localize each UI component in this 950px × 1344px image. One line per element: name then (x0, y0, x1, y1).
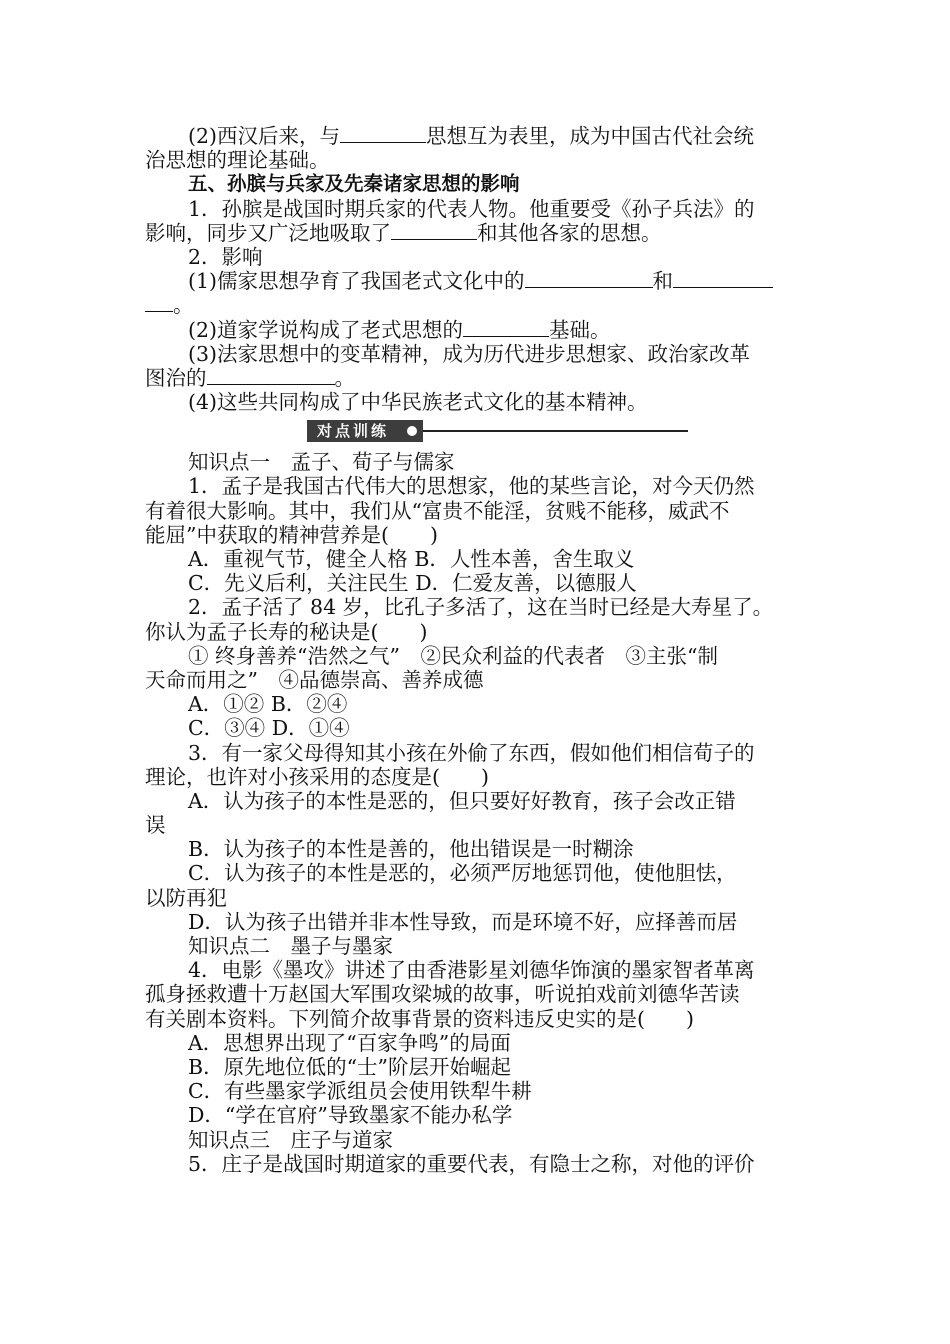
q5-line1: 5．庄子是战国时期道家的重要代表，有隐士之称，对他的评价 (188, 1151, 755, 1176)
sec5-item1-line2: 影响，同步又广泛地吸取了 和其他各家的思想。 (145, 220, 662, 245)
q3-option-d[interactable]: D．认为孩子出错并非本性导致，而是环境不好，应择善而居 (188, 909, 738, 934)
fill-blank[interactable] (340, 124, 426, 143)
document-page (145, 124, 810, 1176)
sec5-item2-title: 2．影响 (188, 244, 263, 269)
sec5-sub1-line2: 。 (145, 293, 810, 317)
banner-rule (423, 430, 688, 432)
q2-line2: 你认为孟子长寿的秘诀是( ) (145, 619, 428, 644)
fill-blank[interactable] (207, 366, 335, 385)
q2-options-cd[interactable]: C．③④ D．①④ (188, 716, 350, 741)
q1-line1: 1．孟子是我国古代伟大的思想家，他的某些言论，对今天仍然 (188, 474, 755, 499)
q1-line2: 有着很大影响。其中，我们从“富贵不能淫，贫贱不能移，威武不 (145, 498, 730, 523)
knowledge-point-1: 知识点一 孟子、荀子与儒家 (188, 450, 455, 475)
sec4-item2-line2: 治思想的理论基础。 (145, 148, 330, 173)
sec5-sub4: (4)这些共同构成了中华民族老式文化的基本精神。 (188, 390, 648, 415)
q3-option-b[interactable]: B．认为孩子的本性是善的，他出错误是一时糊涂 (188, 837, 634, 862)
sec5-sub2: (2)道家学说构成了老式思想的 基础。 (188, 317, 611, 342)
sec5-item1-line1: 1．孙膑是战国时期兵家的代表人物。他重要受《孙子兵法》的 (188, 196, 755, 221)
sec5-sub3-line1: (3)法家思想中的变革精神，成为历代进步思想家、政治家改革 (188, 341, 751, 366)
knowledge-point-3: 知识点三 庄子与道家 (188, 1127, 393, 1152)
sec5-sub3-line2: 图治的 。 (145, 365, 355, 390)
sec4-item2-line1: (2)西汉后来，与 思想互为表里，成为中国古代社会统 (188, 124, 755, 148)
q4-option-a[interactable]: A．思想界出现了“百家争鸣”的局面 (188, 1030, 511, 1055)
fill-blank-cont[interactable] (145, 293, 173, 312)
q3-line1: 3．有一家父母得知其小孩在外偷了东西，假如他们相信荀子的 (188, 740, 755, 765)
q1-options-cd[interactable]: C．先义后利，关注民生 D．仁爱友善，以德服人 (188, 571, 637, 596)
q4-option-c[interactable]: C．有些墨家学派组员会使用铁犁牛耕 (188, 1079, 532, 1104)
q4-line2: 孤身拯救遭十万赵国大军围攻梁城的故事，听说拍戏前刘德华苦读 (145, 982, 740, 1007)
knowledge-point-2: 知识点二 墨子与墨家 (188, 934, 393, 958)
q3-option-c[interactable]: C．认为孩子的本性是恶的，必须严厉地惩罚他，使他胆怯， (188, 861, 737, 886)
q4-line3: 有关剧本资料。下列简介故事背景的资料违反史实的是( ) (145, 1006, 694, 1031)
fill-blank[interactable] (673, 269, 773, 288)
fill-blank[interactable] (391, 221, 477, 240)
q4-option-d[interactable]: D．“学在官府”导致墨家不能办私学 (188, 1103, 513, 1128)
banner-label: 对点训练 (307, 420, 423, 442)
q2-line4: 天命而用之” ④品德崇高、善养成德 (145, 667, 484, 692)
practice-banner (145, 414, 810, 448)
section-heading: 五、孙膑与兵家及先秦诸家思想的影响 (188, 172, 520, 196)
q1-line3: 能屈”中获取的精神营养是( ) (145, 522, 438, 547)
fill-blank[interactable] (463, 318, 549, 337)
q2-options-ab[interactable]: A．①② B．②④ (188, 692, 348, 717)
q1-options-ab[interactable]: A．重视气节，健全人格 B．人性本善，舍生取义 (188, 547, 635, 571)
q4-option-b[interactable]: B．原先地位低的“士”阶层开始崛起 (188, 1054, 512, 1079)
q4-line1: 4．电影《墨攻》讲述了由香港影星刘德华饰演的墨家智者革离 (188, 958, 755, 983)
q2-line1: 2．孟子活了 84 岁，比孔子多活了，这在当时已经是大寿星了。 (188, 595, 774, 620)
q2-line3: ① 终身善养“浩然之气” ②民众利益的代表者 ③主张“制 (188, 643, 718, 668)
sec5-sub1-line1: (1)儒家思想孕育了我国老式文化中的 和 (145, 269, 810, 293)
q3-option-a-cont[interactable]: 误 (145, 813, 166, 838)
q3-option-c-cont[interactable]: 以防再犯 (145, 885, 227, 910)
q3-line2: 理论，也许对小孩采用的态度是( ) (145, 764, 489, 789)
fill-blank[interactable] (525, 269, 653, 288)
q3-option-a[interactable]: A．认为孩子的本性是恶的，但只要好好教育，孩子会改正错 (188, 788, 736, 813)
